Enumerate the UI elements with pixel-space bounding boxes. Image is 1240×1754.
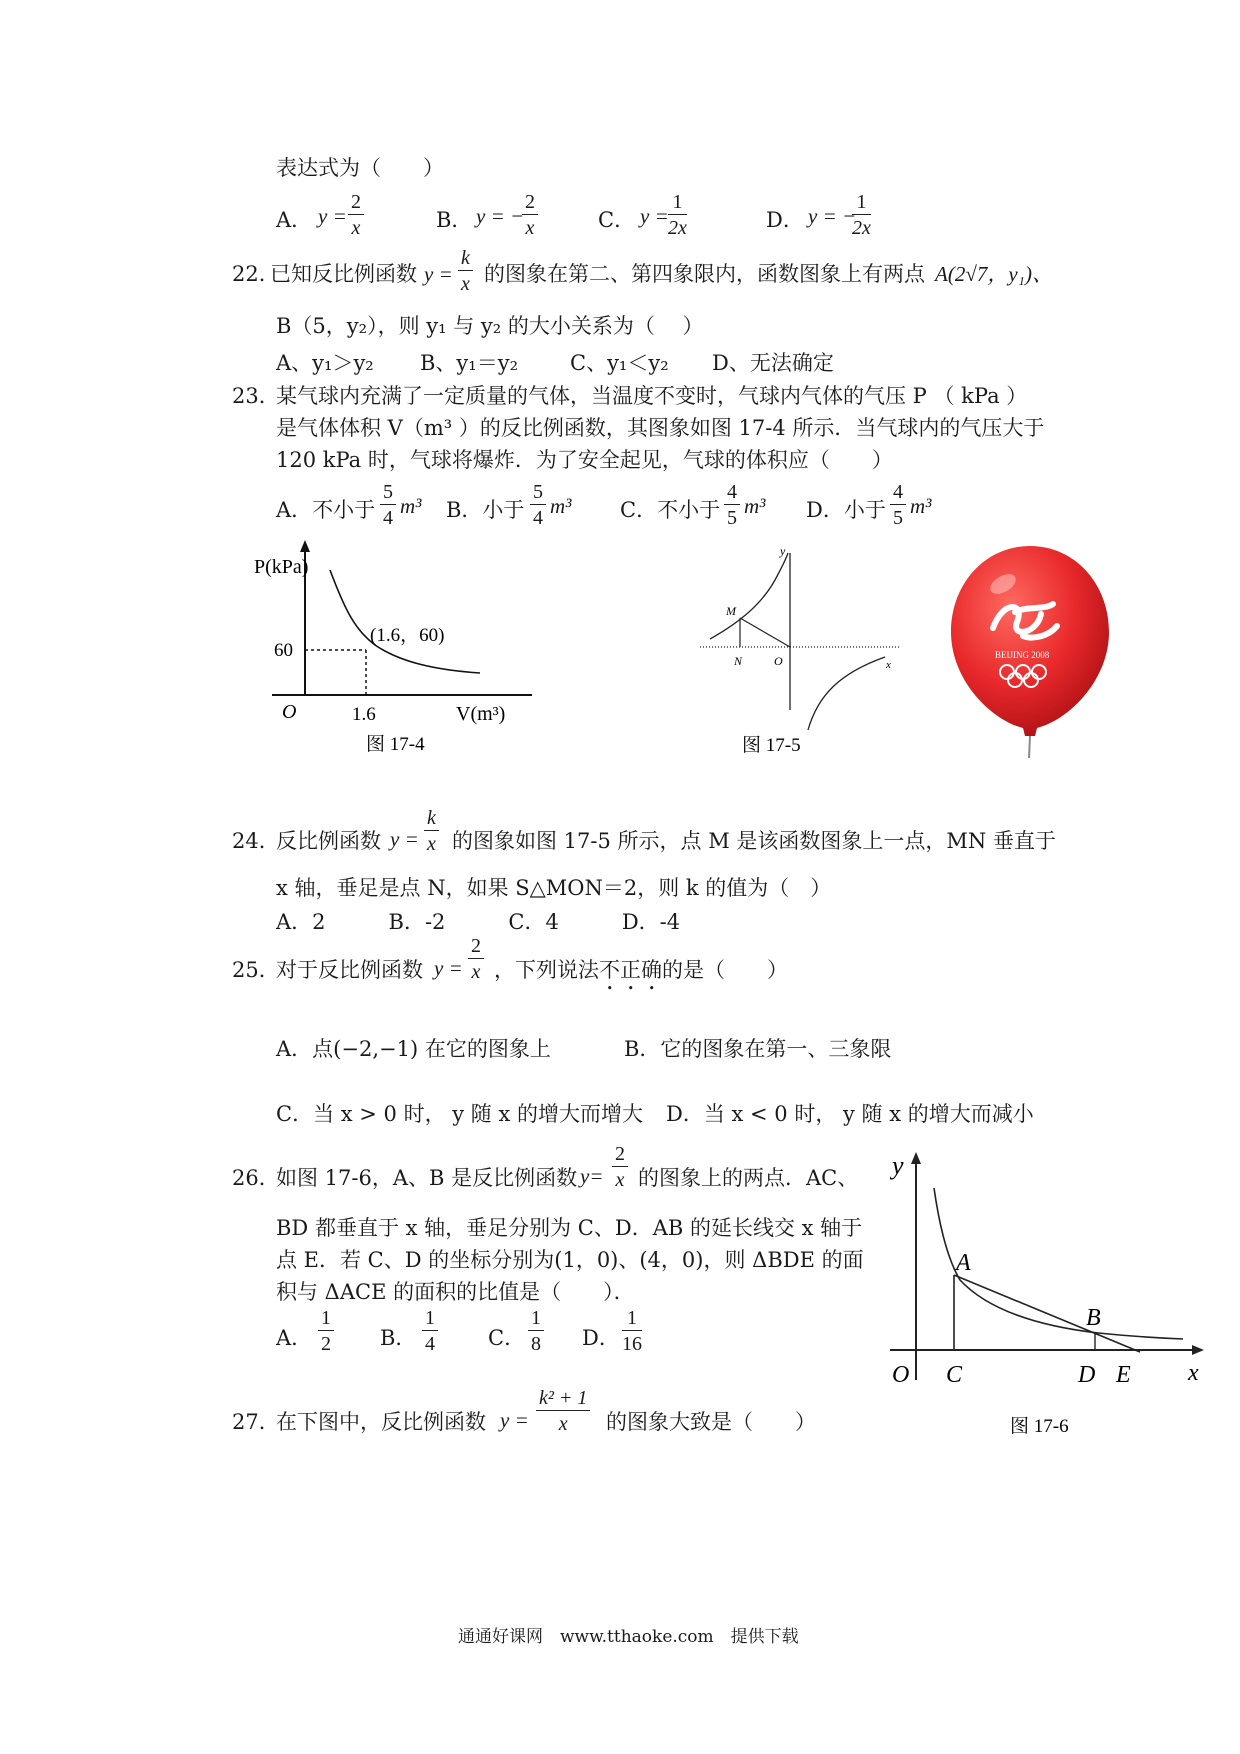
q23-option-d-unit: m³	[910, 494, 932, 518]
q26-line-4: 积与 ΔACE 的面积的比值是（ ）．	[276, 1280, 635, 1304]
q22-option-b: B、y₁＝y₂	[420, 351, 518, 375]
q23-options	[276, 482, 976, 542]
fig174-y-arrow	[300, 540, 310, 552]
q25-fraction: $\frac{2}{x}$	[468, 936, 484, 982]
q22-number: 22．	[232, 262, 280, 286]
q25-emphasis: 不正确	[599, 958, 662, 982]
q25-text-1: 对于反比例函数	[276, 958, 423, 982]
q21-option-c-frac: $\frac{1}{2x}$	[668, 191, 687, 239]
q26-line-3: 点 E．若 C、D 的坐标分别为(1，0)、(4，0)，则 ΔBDE 的面	[276, 1248, 864, 1272]
q23-option-b-unit: m³	[550, 494, 572, 518]
q21-option-d-frac: $\frac{1}{2x}$	[852, 191, 871, 239]
fig174-point-label: (1.6，60)	[370, 625, 445, 646]
q26-number: 26．	[232, 1166, 280, 1190]
q22-text-1: 已知反比例函数	[270, 262, 417, 286]
fig174-x16: 1.6	[352, 704, 376, 725]
q22-y: y =	[424, 262, 453, 286]
fig175-curve-lower	[808, 657, 885, 730]
q21-option-a-frac: $\frac{2}{x}$	[348, 192, 364, 238]
q21-option-b-label: B．	[436, 208, 473, 232]
q22-option-d: D、无法确定	[712, 351, 834, 375]
fig176-x: x	[1188, 1360, 1199, 1386]
q27-y: y =	[500, 1408, 529, 1432]
fig175-m: M	[726, 604, 736, 618]
q23-line-2: 是气体体积 V（m³ ）的反比例函数，其图象如图 17-4 所示．当气球内的气压大于	[276, 416, 1045, 440]
q26-options	[276, 1308, 676, 1368]
q24-text-2: 的图象如图 17-5 所示，点 M 是该函数图象上一点，MN 垂直于	[452, 829, 1056, 853]
fig175-o: O	[774, 654, 783, 668]
q23-option-a-label: A．不小于	[276, 498, 376, 522]
q26-option-d-frac: $\frac{1}{16}$	[622, 1307, 642, 1355]
q26-text-1: 如图 17-6，A、B 是反比例函数	[276, 1166, 578, 1190]
fig174-origin: O	[282, 701, 297, 723]
q26-option-d-label: D．	[582, 1326, 620, 1350]
q22-fraction: $\frac{k}{x}$	[458, 248, 473, 294]
figure-17-5	[690, 545, 920, 760]
q27-fraction: $\frac{\text{k² + 1}}{x}$	[536, 1388, 590, 1434]
q21-option-a-label: A．	[276, 208, 313, 232]
q27-text-1: 在下图中，反比例函数	[276, 1410, 486, 1434]
q23-option-b-frac: $\frac{5}{4}$	[530, 482, 546, 528]
fig174-xlabel: V(m³)	[456, 703, 506, 725]
fig176-line-ae	[954, 1275, 1140, 1352]
q26-option-a-frac: $\frac{1}{2}$	[318, 1308, 334, 1354]
q23-number: 23．	[232, 384, 280, 408]
q24-y: y =	[390, 827, 419, 851]
q26-line-2: BD 都垂直于 x 轴，垂足分别为 C、D．AB 的延长线交 x 轴于	[276, 1216, 863, 1240]
q25-option-b: B．它的图象在第一、三象限	[624, 1037, 892, 1061]
fig176-c: C	[946, 1362, 963, 1388]
q26-y: y=	[580, 1164, 604, 1188]
q24-text-1: 反比例函数	[276, 829, 381, 853]
q26-option-b-label: B．	[380, 1326, 417, 1350]
fig176-y-arrow	[911, 1152, 921, 1164]
q25-option-d: D．当 x < 0 时， y 随 x 的增大而减小	[666, 1102, 1034, 1126]
q23-line-3: 120 kPa 时，气球将爆炸．为了安全起见，气球的体积应（ ）	[276, 448, 893, 472]
q25-option-a: A．点(−2,−1) 在它的图象上	[276, 1037, 551, 1061]
fig174-y60: 60	[274, 640, 293, 661]
fig174-curve	[330, 570, 480, 673]
q23-option-a-frac: $\frac{5}{4}$	[380, 482, 396, 528]
q22-line-2: B（5，y₂），则 y₁ 与 y₂ 的大小关系为（ ）	[276, 314, 704, 338]
fig175-x: x	[886, 659, 891, 671]
q25-text-2: ，下列说法不正确的是（ ）	[494, 958, 788, 982]
q27-text-2: 的图象大致是（ ）	[606, 1410, 816, 1434]
fig174-ylabel: P(kPa)	[254, 556, 309, 578]
fig175-caption: 图 17-5	[742, 735, 801, 756]
balloon-body	[951, 546, 1109, 736]
fig176-y: y	[892, 1151, 904, 1180]
q21-option-a-expr: y =	[318, 204, 347, 228]
q25-y: y =	[434, 956, 463, 980]
q26-option-a-label: A．	[276, 1326, 313, 1350]
q21-option-d-label: D．	[766, 208, 804, 232]
q23-option-c-label: C．不小于	[620, 498, 721, 522]
fig176-d: D	[1078, 1362, 1096, 1388]
q22-point-a: A(2√7，y₁)、	[935, 262, 1053, 286]
q23-option-b-label: B．小于	[446, 498, 525, 522]
fig176-o: O	[892, 1362, 910, 1388]
q22-option-c: C、y₁＜y₂	[570, 351, 669, 375]
fig175-mo	[740, 618, 790, 647]
balloon-string	[1029, 736, 1030, 758]
q26-fraction: $\frac{2}{x}$	[612, 1144, 628, 1190]
q26-text-2: 的图象上的两点．AC、	[638, 1166, 859, 1190]
q24-options: A．2 B．-2 C．4 D．-4	[276, 910, 681, 934]
fig175-curve-upper	[710, 553, 788, 639]
q23-option-c-frac: $\frac{4}{5}$	[724, 482, 740, 528]
fig176-caption: 图 17-6	[1010, 1416, 1069, 1437]
q23-option-c-unit: m³	[744, 494, 766, 518]
q24-line-2: x 轴，垂足是点 N，如果 S△MON＝2，则 k 的值为（ ）	[276, 876, 832, 900]
fig175-n: N	[734, 654, 743, 668]
q24-fraction: $\frac{k}{x}$	[424, 808, 439, 854]
fig176-x-arrow	[1192, 1345, 1204, 1355]
fig176-b: B	[1086, 1305, 1101, 1331]
figure-17-4	[254, 540, 540, 760]
balloon-text: BEIJING 2008	[995, 650, 1050, 660]
q23-option-a-unit: m³	[400, 494, 422, 518]
q23-line-1: 某气球内充满了一定质量的气体，当温度不变时，气球内气体的气压 P （ kPa ）	[276, 384, 1028, 408]
q25-option-c: C．当 x > 0 时， y 随 x 的增大而增大	[276, 1102, 643, 1126]
q21-option-c-expr: y =	[640, 204, 669, 228]
q21-option-c-label: C．	[598, 208, 636, 232]
q21-option-d-expr: y = −	[808, 204, 857, 228]
q25-number: 25．	[232, 958, 280, 982]
q26-option-b-frac: $\frac{1}{4}$	[422, 1308, 438, 1354]
fig176-e: E	[1116, 1362, 1131, 1388]
page-footer: 通通好课网 www.tthaoke.com 提供下载	[458, 1627, 799, 1647]
q27-number: 27．	[232, 1410, 280, 1434]
fig175-y: y	[780, 544, 786, 558]
q22-text-2: 的图象在第二、第四象限内，函数图象上有两点	[484, 262, 925, 286]
figure-17-6	[878, 1150, 1208, 1440]
q21-stem-tail: 表达式为（ ）	[276, 156, 444, 180]
fig176-curve	[934, 1188, 1183, 1339]
q21-option-b-frac: $\frac{2}{x}$	[522, 192, 538, 238]
q26-option-c-label: C．	[488, 1326, 526, 1350]
q26-option-c-frac: $\frac{1}{8}$	[528, 1308, 544, 1354]
fig174-caption: 图 17-4	[366, 734, 425, 755]
q22-option-a: A、y₁＞y₂	[276, 351, 374, 375]
q21-option-b-expr: y = −	[476, 204, 525, 228]
q24-number: 24．	[232, 829, 280, 853]
q23-option-d-frac: $\frac{4}{5}$	[890, 482, 906, 528]
beijing-2008-balloon-image	[945, 540, 1115, 760]
fig176-a: A	[956, 1250, 971, 1276]
q23-option-d-label: D．小于	[806, 498, 886, 522]
